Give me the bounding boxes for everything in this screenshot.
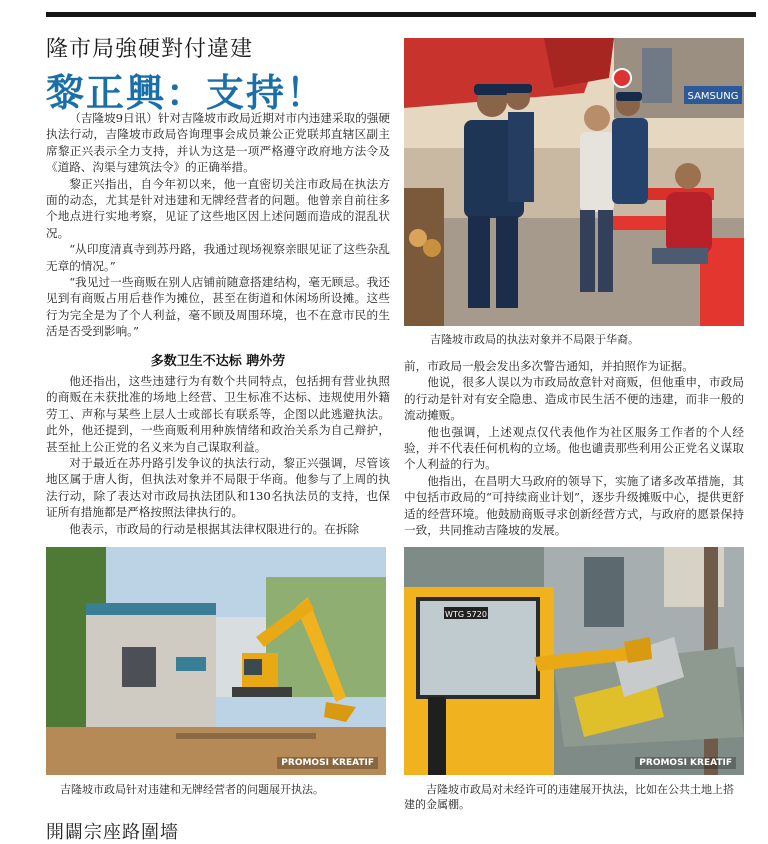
paragraph: “从印度清真寺到苏丹路，我通过现场视察亲眼见证了这些杂乱无章的情况。” — [46, 242, 390, 273]
photo-enforcement-officers — [404, 38, 744, 326]
paragraph: 他说，很多人误以为市政局故意针对商贩，但他重申，市政局的行动是针对有安全隐患、造成市民生活不便的违建，而非一般的流动摊贩。 — [404, 375, 744, 423]
photo-demolition-building — [46, 547, 386, 775]
caption-top-right: 吉隆坡市政局的执法对象并不局限于华裔。 — [430, 333, 639, 346]
body-column-right — [404, 358, 744, 538]
body-column-left — [46, 110, 390, 340]
top-rule — [46, 12, 756, 17]
backhoe-illustration — [404, 547, 744, 775]
samsung-sign: SAMSUNG — [687, 91, 739, 102]
paragraph: “我见过一些商贩在别人店铺前随意搭建结构，毫无顾忌。我还见到有商贩占用后巷作为摊位，甚至在街道和休闲场所设摊。这些行为完全是为了个人利益，毫不顾及周围环境，也不在意市民的生活是否受到影响。” — [46, 275, 390, 339]
caption-bottom-right: 吉隆坡市政局对未经许可的违建展开执法，比如在公共土地上搭建的金属棚。 — [404, 783, 734, 811]
paragraph: 前，市政局一般会发出多次警告通知，并拍照作为证据。 — [404, 359, 694, 373]
next-section-title: 開闢宗座路圍墻 — [46, 822, 179, 843]
paragraph: 他指出，在昌明大马政府的领导下，实施了诸多改革措施，其中包括市政局的“可持续商业计划”，逐步升级摊贩中心，提供更舒适的经营环境。他鼓励商贩寻求创新经营方式，与政府的愿景保持一致，共同推动吉隆坡的发展。 — [404, 473, 744, 538]
photo-backhoe-metal-shed — [404, 547, 744, 775]
paragraph: 他也强调，上述观点仅代表他作为社区服务工作者的个人经验，并不代表任何机构的立场。他也谴责那些利用公正党名义谋取个人利益的行为。 — [404, 424, 744, 472]
street-scene-illustration — [404, 38, 744, 326]
paragraph: （吉隆坡9日讯）针对吉隆坡市政局近期对市内违建采取的强硬执法行动，吉隆坡市政局咨询理事会成员兼公正党联邦直辖区副主席黎正兴表示全力支持，并认为这是一项严格遵守政府地方法令及《道路、沟渠与建筑法令》的正确举措。 — [46, 111, 390, 175]
paragraph: 对于最近在苏丹路引发争议的执法行动，黎正兴强调，尽管该地区属于唐人街，但执法对象并不局限于华商。他参与了上周的执法行动，除了表达对市政局执法团队和130名执法员的支持，也保证所有措施都是严格按照法律执行的。 — [46, 456, 390, 520]
caption-bottom-left: 吉隆坡市政局针对违建和无牌经营者的问题展开执法。 — [60, 783, 324, 796]
demolition-illustration — [46, 547, 386, 775]
body-column-left-lower — [46, 373, 390, 537]
article-kicker: 隆市局強硬對付違建 — [46, 37, 254, 62]
plate-number: WTG 5720 — [445, 610, 487, 619]
paragraph: 黎正兴指出，自今年初以来，他一直密切关注市政局在执法方面的动态，尤其是针对违建和无牌经营者的问题。他曾亲自前往多个地点进行实地考察，见证了这些地区因上述问题而造成的混乱状况。 — [46, 176, 390, 240]
section-subhead: 多数卫生不达标 聘外劳 — [150, 354, 286, 369]
photo-watermark: PROMOSI KREATIF — [635, 757, 736, 769]
article-headline: 黎正興：支持！ — [46, 71, 327, 115]
paragraph: 他表示，市政局的行动是根据其法律权限进行的。在拆除 — [69, 521, 360, 536]
photo-watermark: PROMOSI KREATIF — [277, 757, 378, 769]
paragraph: 他还指出，这些违建行为有数个共同特点，包括拥有营业执照的商贩在未获批准的场地上经营、卫生标准不达标、违规使用外籍劳工、声称与某些上层人士或部长有联系等，企图以此逃避执法。此外，他还提到，一些商贩利用种族情绪和政治关系为自己辩护，甚至扯上公正党的名义来为自己谋取利益。 — [46, 374, 390, 454]
